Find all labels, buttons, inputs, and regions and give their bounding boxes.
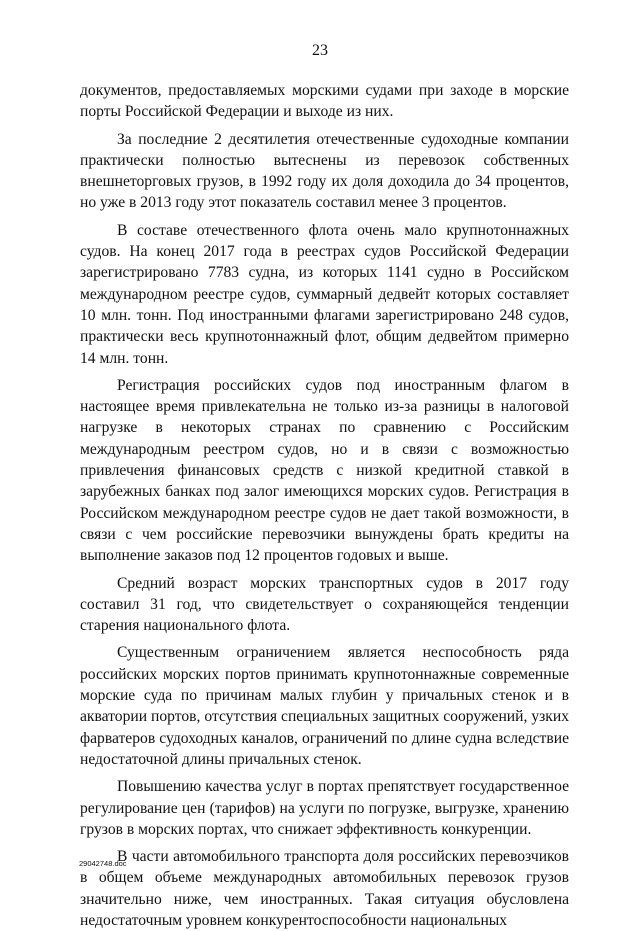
page-number: 23 (312, 42, 328, 59)
paragraph-shipping-companies: За последние 2 десятилетия отечественные судоходные компании практически полностью вытеснены из перевозок собственных внешнеторговых грузов, в 1992 году их доля доходила до 34 процентов, но уже в 2013 году этот показатель составил менее 3 процентов. (80, 130, 569, 212)
paragraph-continuation: документов, предоставляемых морскими судами при заходе в морские порты Российской Федерации и выходе из них. (80, 82, 569, 121)
footer-document-code: 29042748.doc (79, 859, 127, 868)
document-body (80, 80, 569, 931)
paragraph-port-tariffs: Повышению качества услуг в портах препятствует государственное регулирование цен (тарифов) на услуги по погрузке, выгрузке, хранению грузов в морских портах, что снижает эффективность конкуренции. (80, 778, 569, 838)
paragraph-road-transport: В части автомобильного транспорта доля российских перевозчиков в общем объеме международных автомобильных перевозок грузов значительно ниже, чем иностранных. Такая ситуация обусловлена недостаточным уровнем конкурентоспособности национальных (80, 848, 569, 929)
paragraph-port-limitations: Существенным ограничением является неспособность ряда российских морских портов принимать крупнотоннажные современные морские суда по причинам малых глубин у причальных стенок и в акватории портов, отсутствия специальных защитных сооружений, узких фарватеров судоходных каналов, ограничений по длине судна вследствие недостаточной длины причальных стенок. (80, 644, 569, 768)
paragraph-fleet-composition: В составе отечественного флота очень мало крупнотоннажных судов. На конец 2017 года в реестрах судов Российской Федерации зарегистрировано 7783 судна, из которых 1141 судно в Российском международном реестре судов, суммарный дедвейт которых составляет 10 млн. тонн. Под иностранными флагами зарегистрировано 248 судов, практически весь крупнотоннажный флот, общим дедвейтом примерно 14 млн. тонн. (80, 221, 569, 367)
paragraph-fleet-age: Средний возраст морских транспортных судов в 2017 году составил 31 год, что свидетельствует о сохраняющейся тенденции старения национального флота. (80, 574, 569, 635)
paragraph-foreign-flag-registration: Регистрация российских судов под иностранным флагом в настоящее время привлекательна не только из-за разницы в налоговой нагрузке в некоторых странах по сравнению с Российским международным реестром судов, но и в связи с возможностью привлечения финансовых средств с низкой кредитной ставкой в зарубежных банках под залог имеющихся морских судов. Регистрация в Российском международном реестре судов не дает такой возможности, в связи с чем российские перевозчики вынуждены брать кредиты на выполнение заказов под 12 процентов годовых и выше. (80, 376, 569, 565)
